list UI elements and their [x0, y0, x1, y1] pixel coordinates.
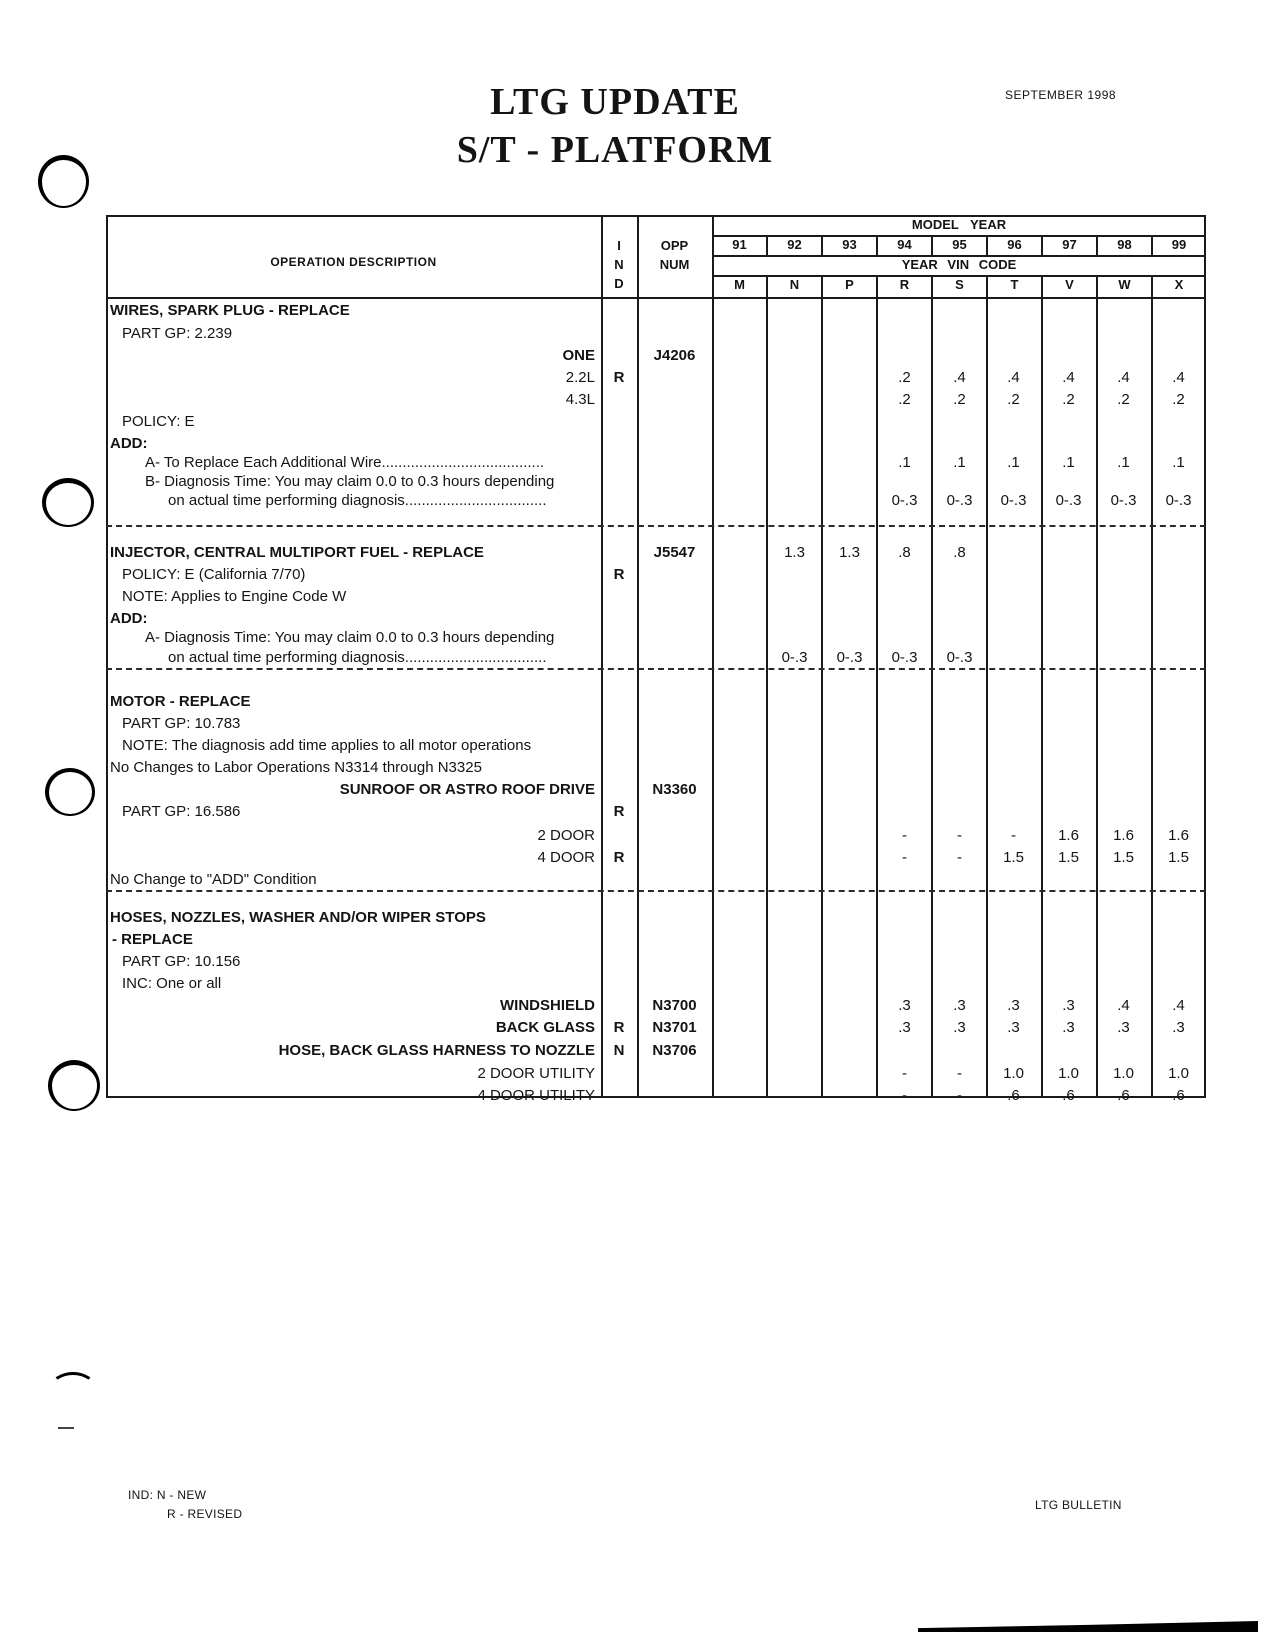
time-value: 0-.3	[946, 492, 973, 509]
time-value: .3	[1007, 997, 1020, 1014]
hole-punch-mark	[38, 155, 89, 208]
time-value: -	[957, 849, 962, 866]
time-value: .3	[1172, 1019, 1185, 1036]
time-value: 0-.3	[836, 649, 863, 666]
time-value: 1.6	[1168, 827, 1189, 844]
time-values-row	[712, 1086, 1206, 1106]
column-header-operation-description: OPERATION DESCRIPTION	[270, 255, 437, 269]
time-value: 0-.3	[1165, 492, 1192, 509]
time-value: .3	[1062, 997, 1075, 1014]
time-value: 1.0	[1058, 1065, 1079, 1082]
operation-detail: POLICY: E (California 7/70)	[122, 566, 306, 583]
operation-variant: BACK GLASS	[495, 1019, 595, 1036]
time-value: 1.0	[1168, 1065, 1189, 1082]
time-value: 1.0	[1113, 1065, 1134, 1082]
time-value: .1	[898, 454, 911, 471]
add-item-continued: on actual time performing diagnosis..................................	[168, 492, 547, 509]
vin-code-column-header: M	[734, 277, 745, 292]
time-value: -	[957, 1087, 962, 1104]
operation-detail: NOTE: Applies to Engine Code W	[122, 588, 347, 605]
operation-variant: 2 DOOR	[537, 827, 595, 844]
document-title-line2: S/T - PLATFORM	[456, 129, 774, 171]
vin-code-column-header: T	[1010, 277, 1019, 292]
time-value: .3	[898, 997, 911, 1014]
ind-flag: N	[613, 1042, 625, 1059]
column-header-ind-d: D	[614, 276, 624, 291]
year-column-header: 94	[897, 237, 912, 252]
operation-variant: 4.3L	[565, 391, 595, 408]
ind-flag: R	[613, 803, 625, 820]
vin-code-column-header: N	[789, 277, 800, 292]
time-value: .2	[1117, 391, 1130, 408]
time-value: .3	[1117, 1019, 1130, 1036]
time-values-row	[712, 1018, 1206, 1038]
time-value: 1.6	[1058, 827, 1079, 844]
time-value: 1.5	[1003, 849, 1024, 866]
opp-num: N3706	[652, 1042, 697, 1059]
time-value: .8	[898, 544, 911, 561]
model-year-band: MODEL YEAR	[911, 217, 1007, 232]
time-values-row	[712, 1064, 1206, 1084]
header-bottom-line	[106, 297, 1206, 299]
time-value: .4	[1007, 369, 1020, 386]
time-value: .6	[1117, 1087, 1130, 1104]
column-header-ind-n: N	[614, 257, 624, 272]
time-values-row	[712, 826, 1206, 846]
year-column-header: 93	[842, 237, 857, 252]
operation-detail: PART GP: 16.586	[122, 803, 241, 820]
vin-code-column-header: S	[955, 277, 964, 292]
operation-title: HOSES, NOZZLES, WASHER AND/OR WIPER STOPS	[110, 909, 486, 926]
bulletin-label: LTG BULLETIN	[1035, 1498, 1122, 1512]
time-value: -	[1011, 827, 1016, 844]
add-heading: ADD:	[110, 435, 148, 452]
hole-punch-mark	[48, 1060, 100, 1111]
document-date: SEPTEMBER 1998	[1005, 88, 1117, 102]
time-value: -	[957, 1065, 962, 1082]
operation-note: No Change to "ADD" Condition	[110, 871, 317, 888]
time-value: .3	[953, 997, 966, 1014]
opp-num: J5547	[653, 544, 696, 561]
time-value: .6	[1172, 1087, 1185, 1104]
time-value: .1	[953, 454, 966, 471]
ind-flag: R	[613, 566, 625, 583]
document-title-line1: LTG UPDATE	[490, 81, 740, 123]
year-column-header: 92	[787, 237, 802, 252]
column-header-opp: OPP	[660, 238, 689, 253]
add-heading: ADD:	[110, 610, 148, 627]
time-value: -	[902, 1065, 907, 1082]
time-value: -	[902, 849, 907, 866]
time-value: .8	[953, 544, 966, 561]
operation-variant: ONE	[562, 347, 595, 364]
operation-detail: NOTE: The diagnosis add time applies to all motor operations	[122, 737, 532, 754]
hole-punch-partial-mark	[50, 1372, 96, 1404]
time-values-row	[712, 648, 1206, 668]
section-separator	[106, 525, 1206, 527]
time-value: 0-.3	[781, 649, 808, 666]
time-value: -	[902, 827, 907, 844]
time-value: 1.5	[1058, 849, 1079, 866]
operation-variant: 2.2L	[565, 369, 595, 386]
time-value: -	[957, 827, 962, 844]
time-value: 0-.3	[891, 649, 918, 666]
time-value: 0-.3	[1110, 492, 1137, 509]
opp-num: N3701	[652, 1019, 697, 1036]
operation-note: No Changes to Labor Operations N3314 through N3325	[110, 759, 482, 776]
operation-detail: PART GP: 10.783	[122, 715, 241, 732]
ind-legend-revised: R - REVISED	[167, 1507, 243, 1521]
ind-legend-new: IND: N - NEW	[128, 1488, 207, 1502]
operation-title-continued: - REPLACE	[112, 931, 193, 948]
operation-variant: 4 DOOR UTILITY	[477, 1087, 595, 1104]
opp-num: J4206	[653, 347, 696, 364]
operation-variant: HOSE, BACK GLASS HARNESS TO NOZZLE	[278, 1042, 595, 1059]
time-value: .2	[898, 369, 911, 386]
add-item: B- Diagnosis Time: You may claim 0.0 to 0.3 hours depending	[145, 473, 555, 490]
time-value: .3	[898, 1019, 911, 1036]
time-value: .3	[1062, 1019, 1075, 1036]
add-item: A- Diagnosis Time: You may claim 0.0 to 0.3 hours depending	[145, 629, 555, 646]
hole-punch-mark	[45, 768, 95, 816]
operation-variant: 2 DOOR UTILITY	[477, 1065, 595, 1082]
time-value: 0-.3	[946, 649, 973, 666]
time-value: .6	[1007, 1087, 1020, 1104]
time-value: -	[902, 1087, 907, 1104]
operation-detail: POLICY: E	[122, 413, 195, 430]
time-value: .1	[1007, 454, 1020, 471]
section-separator	[106, 668, 1206, 670]
time-value: .2	[1172, 391, 1185, 408]
time-value: .1	[1062, 454, 1075, 471]
labor-time-table	[106, 215, 1206, 1104]
time-value: .3	[1007, 1019, 1020, 1036]
time-value: 1.3	[839, 544, 860, 561]
time-value: .4	[1117, 369, 1130, 386]
opp-num: N3700	[652, 997, 697, 1014]
operation-variant: 4 DOOR	[537, 849, 595, 866]
year-column-header: 96	[1007, 237, 1022, 252]
time-value: 0-.3	[1055, 492, 1082, 509]
vin-code-column-header: V	[1065, 277, 1074, 292]
time-value: 1.6	[1113, 827, 1134, 844]
year-vin-code-band: YEAR VIN CODE	[901, 257, 1017, 272]
time-values-row	[712, 368, 1206, 388]
column-header-ind-i: I	[617, 238, 621, 253]
vin-code-column-header: P	[845, 277, 854, 292]
operation-detail: INC: One or all	[122, 975, 222, 992]
time-value: .4	[1172, 997, 1185, 1014]
opp-num: N3360	[652, 781, 697, 798]
hole-punch-mark	[42, 478, 94, 527]
time-value: 1.5	[1113, 849, 1134, 866]
operation-variant: WINDSHIELD	[500, 997, 595, 1014]
column-header-num: NUM	[659, 257, 690, 272]
time-value: .2	[1007, 391, 1020, 408]
time-value: 1.5	[1168, 849, 1189, 866]
time-value: 0-.3	[891, 492, 918, 509]
time-value: .4	[1062, 369, 1075, 386]
time-value: .1	[1117, 454, 1130, 471]
time-values-row	[712, 543, 1206, 563]
ind-flag: R	[613, 369, 625, 386]
year-column-header: 95	[952, 237, 967, 252]
add-item: A- To Replace Each Additional Wire.......................................	[145, 454, 545, 471]
time-values-row	[712, 848, 1206, 868]
time-value: 1.3	[784, 544, 805, 561]
operation-title: INJECTOR, CENTRAL MULTIPORT FUEL - REPLACE	[110, 544, 484, 561]
year-column-header: 99	[1171, 237, 1187, 252]
ind-flag: R	[613, 849, 625, 866]
time-value: .2	[953, 391, 966, 408]
time-value: .2	[1062, 391, 1075, 408]
time-value: 0-.3	[1000, 492, 1027, 509]
scan-edge-bar	[918, 1621, 1258, 1632]
time-values-row	[712, 996, 1206, 1016]
time-values-row	[712, 491, 1206, 511]
time-value: .3	[953, 1019, 966, 1036]
operation-title: WIRES, SPARK PLUG - REPLACE	[110, 302, 350, 319]
operation-detail: PART GP: 10.156	[122, 953, 241, 970]
vin-code-column-header: W	[1118, 277, 1131, 292]
time-value: .4	[1117, 997, 1130, 1014]
add-item-continued: on actual time performing diagnosis..................................	[168, 649, 547, 666]
operation-title: MOTOR - REPLACE	[110, 693, 251, 710]
year-column-header: 98	[1117, 237, 1132, 252]
time-value: .1	[1172, 454, 1185, 471]
time-value: .4	[1172, 369, 1185, 386]
vin-code-column-header: R	[899, 277, 910, 292]
time-value: .2	[898, 391, 911, 408]
operation-detail: PART GP: 2.239	[122, 325, 233, 342]
time-values-row	[712, 453, 1206, 473]
ind-flag: R	[613, 1019, 625, 1036]
time-value: .6	[1062, 1087, 1075, 1104]
vin-code-column-header: X	[1174, 277, 1184, 292]
time-value: .4	[953, 369, 966, 386]
time-values-row	[712, 390, 1206, 410]
section-separator	[106, 890, 1206, 892]
scan-artifact-dash	[58, 1427, 74, 1429]
operation-variant: SUNROOF OR ASTRO ROOF DRIVE	[339, 781, 595, 798]
time-value: 1.0	[1003, 1065, 1024, 1082]
year-column-header: 91	[732, 237, 747, 252]
year-column-header: 97	[1062, 237, 1077, 252]
